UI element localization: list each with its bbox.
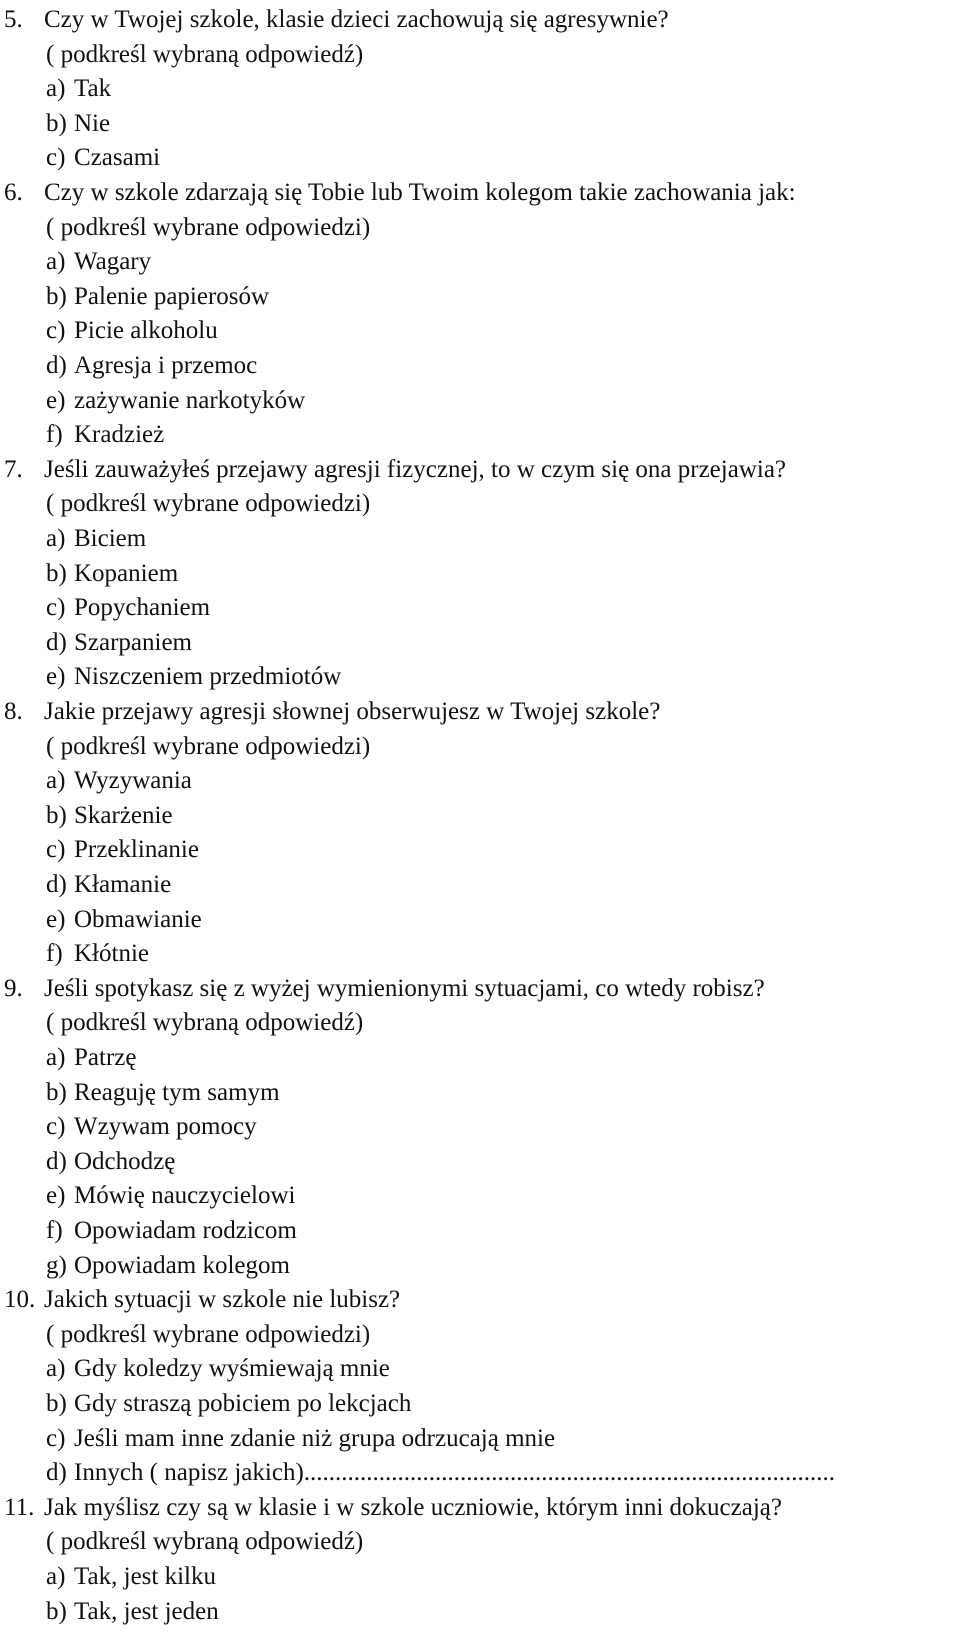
answer-option-content — [46, 1213, 297, 1248]
option-text: Obmawianie — [74, 905, 202, 933]
answer-option-content — [46, 936, 149, 971]
option-letter: b) — [46, 1078, 67, 1106]
option-letter: b) — [46, 1597, 67, 1625]
option-letter: e) — [46, 663, 66, 691]
answer-option-content — [46, 867, 171, 902]
question-text: Czy w Twojej szkole, klasie dzieci zachowują się agresywnie? — [44, 6, 669, 33]
option-letter: a) — [46, 1563, 66, 1590]
answer-option-content — [46, 140, 160, 175]
answer-option-content — [46, 590, 210, 625]
question-text: Jakich sytuacji w szkole nie lubisz? — [44, 1286, 401, 1314]
question-number: 5. — [4, 6, 23, 33]
option-letter: c) — [46, 1424, 66, 1452]
option-text: Patrzę — [74, 1044, 137, 1071]
option-text: Innych ( napisz jakich)..................................................................................... — [74, 1459, 836, 1487]
option-text: Czasami — [74, 144, 161, 172]
option-text: Nie — [74, 109, 111, 137]
answer-option-content — [46, 383, 305, 418]
option-text: Kłamanie — [74, 871, 172, 898]
answer-option-content — [46, 556, 178, 591]
option-text: Picie alkoholu — [74, 317, 218, 345]
question-text: Jeśli spotykasz się z wyżej wymienionymi sytuacjami, co wtedy robisz? — [44, 974, 765, 1002]
option-letter: b) — [46, 801, 67, 829]
answer-option-content — [46, 521, 146, 556]
answer-instruction: ( podkreśl wybraną odpowiedź) — [46, 1528, 364, 1556]
answer-option-content — [46, 1455, 835, 1490]
option-text: Agresja i przemoc — [74, 352, 258, 379]
option-letter: e) — [46, 905, 66, 933]
answer-option-content — [46, 1559, 216, 1594]
answer-option-content — [46, 244, 151, 279]
option-letter: a) — [46, 248, 66, 276]
answer-instruction: ( podkreśl wybraną odpowiedź) — [46, 40, 364, 68]
answer-option-content — [46, 71, 111, 106]
question-number: 9. — [4, 974, 23, 1002]
answer-option-content — [46, 763, 192, 798]
option-letter: b) — [46, 282, 67, 310]
option-letter: g) — [46, 1251, 67, 1279]
option-text: Tak, jest jeden — [74, 1597, 219, 1625]
option-text: Skarżenie — [74, 801, 173, 829]
answer-option-content — [46, 1109, 257, 1144]
option-letter: c) — [46, 317, 66, 345]
option-text: Popychaniem — [74, 594, 211, 622]
option-letter: c) — [46, 836, 66, 864]
option-letter: a) — [46, 1044, 66, 1071]
answer-instruction: ( podkreśl wybraną odpowiedź) — [46, 1009, 364, 1037]
option-text: Opowiadam rodzicom — [74, 1217, 297, 1244]
option-text: Jeśli mam inne zdanie niż grupa odrzucają mnie — [74, 1424, 556, 1452]
option-letter: d) — [46, 871, 67, 898]
option-letter: f) — [46, 940, 63, 968]
answer-instruction: ( podkreśl wybrane odpowiedzi) — [46, 1320, 371, 1348]
answer-option-content — [46, 798, 173, 833]
question-text: Jak myślisz czy są w klasie i w szkole uczniowie, którym inni dokuczają? — [44, 1493, 782, 1521]
option-text: Wzywam pomocy — [74, 1113, 257, 1141]
option-text: Kłótnie — [74, 940, 149, 968]
option-letter: a) — [46, 1355, 66, 1383]
question-number: 11. — [4, 1493, 35, 1521]
option-text: Przeklinanie — [74, 836, 199, 864]
option-text: Wagary — [74, 248, 152, 276]
option-text: Wyzywania — [74, 767, 192, 795]
option-text: Tak, jest kilku — [74, 1563, 216, 1590]
answer-option-content — [46, 313, 218, 348]
answer-option-content — [46, 1040, 136, 1075]
option-text: zażywanie narkotyków — [74, 386, 306, 414]
option-text: Szarpaniem — [74, 628, 193, 656]
option-letter: a) — [46, 525, 66, 552]
option-letter: f) — [46, 421, 63, 449]
option-letter: d) — [46, 352, 67, 379]
question-number: 8. — [4, 698, 23, 725]
answer-option-content — [46, 625, 192, 660]
option-text: Gdy straszą pobiciem po lekcjach — [74, 1390, 412, 1417]
option-letter: c) — [46, 1113, 66, 1141]
answer-option-content — [46, 1144, 175, 1179]
question-text: Czy w szkole zdarzają się Tobie lub Twoim kolegom takie zachowania jak: — [44, 179, 796, 206]
option-letter: c) — [46, 144, 66, 172]
option-letter: b) — [46, 1390, 67, 1417]
option-text: Odchodzę — [74, 1147, 176, 1175]
answer-option-content — [46, 1421, 555, 1456]
answer-option-content — [46, 1178, 295, 1213]
option-letter: a) — [46, 75, 66, 103]
answer-option-content — [46, 1075, 280, 1110]
question-number: 10. — [4, 1286, 36, 1314]
option-letter: a) — [46, 767, 66, 795]
option-text: Gdy koledzy wyśmiewają mnie — [74, 1355, 390, 1383]
answer-option-content — [46, 832, 199, 867]
answer-option-content — [46, 106, 110, 141]
question-text: Jakie przejawy agresji słownej obserwujesz w Twojej szkole? — [44, 698, 661, 725]
option-text: Niszczeniem przedmiotów — [74, 663, 342, 691]
answer-option-content — [46, 659, 341, 694]
option-letter: e) — [46, 386, 66, 414]
option-text: Kradzież — [74, 421, 165, 449]
answer-option-content — [46, 902, 202, 937]
answer-instruction: ( podkreśl wybrane odpowiedzi) — [46, 213, 371, 241]
option-letter: d) — [46, 1459, 67, 1487]
option-text: Mówię nauczycielowi — [74, 1182, 296, 1210]
option-text: Reaguję tym samym — [74, 1078, 280, 1106]
answer-option-content — [46, 348, 257, 383]
answer-instruction: ( podkreśl wybrane odpowiedzi) — [46, 732, 371, 760]
option-letter: d) — [46, 628, 67, 656]
option-letter: d) — [46, 1147, 67, 1175]
option-text: Kopaniem — [74, 559, 179, 587]
option-text: Tak — [74, 75, 112, 103]
answer-option-content — [46, 1351, 390, 1386]
option-text: Opowiadam kolegom — [74, 1251, 290, 1279]
answer-option-content — [46, 1386, 411, 1421]
question-number: 7. — [4, 455, 23, 483]
option-letter: f) — [46, 1217, 63, 1244]
answer-option-content — [46, 417, 164, 452]
option-letter: b) — [46, 109, 67, 137]
answer-instruction: ( podkreśl wybrane odpowiedzi) — [46, 490, 371, 518]
question-number: 6. — [4, 179, 23, 206]
option-letter: e) — [46, 1182, 66, 1210]
answer-option-content — [46, 1248, 290, 1283]
option-letter: b) — [46, 559, 67, 587]
option-text: Biciem — [74, 525, 147, 552]
answer-option-content — [46, 1594, 219, 1629]
option-text: Palenie papierosów — [74, 282, 270, 310]
answer-option-content — [46, 279, 269, 314]
option-letter: c) — [46, 594, 66, 622]
question-text: Jeśli zauważyłeś przejawy agresji fizycznej, to w czym się ona przejawia? — [44, 455, 787, 483]
